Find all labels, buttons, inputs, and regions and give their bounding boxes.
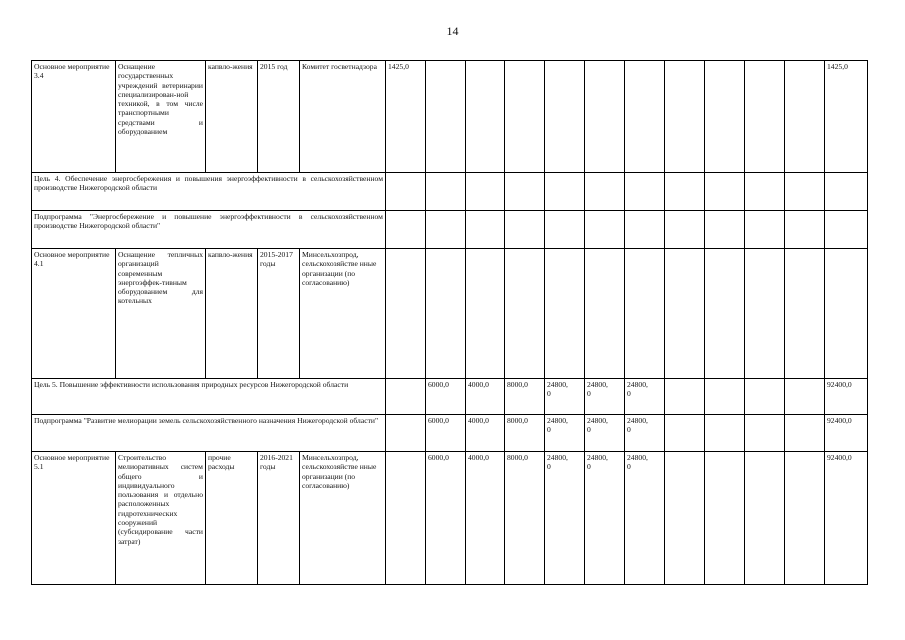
value-cell <box>665 249 705 379</box>
executor: Минсельхозпрод, сельскохозяйстве нные организации (по согласованию) <box>300 452 386 585</box>
goal-text: Цель 5. Повышение эффективности использования природных ресурсов Нижегородской области <box>32 379 386 415</box>
value-cell <box>386 211 426 249</box>
value-cell <box>785 452 825 585</box>
value-cell <box>705 211 745 249</box>
value-cell <box>585 61 625 173</box>
value-cell <box>705 249 745 379</box>
value-cell <box>705 452 745 585</box>
value-cell <box>785 249 825 379</box>
value-cell: 24800, 0 <box>585 379 625 415</box>
value-cell <box>665 211 705 249</box>
page-number: 14 <box>446 24 459 38</box>
row-measure-4-1 <box>32 249 868 379</box>
measure-description: Оснащение государственных учреждений ветеринарии специализирован-ной техникой, в том числе транспортными средствами и оборудованием <box>116 61 206 173</box>
value-cell <box>386 379 426 415</box>
value-cell: 92400,0 <box>825 452 868 585</box>
value-cell <box>825 211 868 249</box>
measure-name: Основное мероприятие 3.4 <box>32 61 116 173</box>
value-cell <box>745 173 785 211</box>
value-cell <box>665 61 705 173</box>
goal-text: Цель 4. Обеспечение энергосбережения и повышения энергоэффективности в сельскохозяйственном производстве Нижегородской области <box>32 173 386 211</box>
measure-name: Основное мероприятие 4.1 <box>32 249 116 379</box>
row-goal-4 <box>32 173 868 211</box>
value-cell <box>785 211 825 249</box>
value-cell <box>785 173 825 211</box>
value-cell: 1425,0 <box>386 61 426 173</box>
value-cell: 24800, 0 <box>625 379 665 415</box>
value-cell <box>426 61 466 173</box>
value-cell: 8000,0 <box>505 452 545 585</box>
value-cell: 1425,0 <box>825 61 868 173</box>
value-cell <box>505 249 545 379</box>
cost-type: прочие расходы <box>206 452 258 585</box>
cost-type: капвло-жения <box>206 249 258 379</box>
value-cell <box>745 379 785 415</box>
value-cell <box>665 415 705 452</box>
value-cell <box>705 415 745 452</box>
value-cell: 24800, 0 <box>585 452 625 585</box>
value-cell <box>466 173 505 211</box>
measure-description: Оснащение тепличных организаций современным энергоэффек-тивным оборудованием для котельных <box>116 249 206 379</box>
value-cell <box>745 415 785 452</box>
program-table <box>31 60 868 585</box>
value-cell <box>426 211 466 249</box>
value-cell <box>705 61 745 173</box>
value-cell <box>785 61 825 173</box>
value-cell: 92400,0 <box>825 379 868 415</box>
row-measure-5-1 <box>32 452 868 585</box>
value-cell <box>745 452 785 585</box>
period: 2016-2021 годы <box>258 452 300 585</box>
value-cell <box>386 452 426 585</box>
period: 2015-2017 годы <box>258 249 300 379</box>
value-cell: 8000,0 <box>505 379 545 415</box>
value-cell <box>505 61 545 173</box>
value-cell <box>585 249 625 379</box>
value-cell <box>386 173 426 211</box>
value-cell <box>466 61 505 173</box>
value-cell <box>705 379 745 415</box>
value-cell: 92400,0 <box>825 415 868 452</box>
value-cell: 24800, 0 <box>585 415 625 452</box>
value-cell: 24800, 0 <box>625 415 665 452</box>
value-cell: 6000,0 <box>426 415 466 452</box>
value-cell <box>505 173 545 211</box>
value-cell: 24800, 0 <box>625 452 665 585</box>
value-cell <box>625 249 665 379</box>
cost-type: капвло-жения <box>206 61 258 173</box>
value-cell <box>386 415 426 452</box>
value-cell: 24800, 0 <box>545 379 585 415</box>
row-measure-3-4 <box>32 61 868 173</box>
value-cell <box>785 379 825 415</box>
measure-description: Строительство мелиоративных систем общего и индивидуального пользования и отдельно расположенных гидротехнических сооружений (субсидирование части затрат) <box>116 452 206 585</box>
value-cell <box>545 211 585 249</box>
value-cell <box>545 173 585 211</box>
value-cell <box>625 211 665 249</box>
value-cell <box>825 249 868 379</box>
value-cell: 24800, 0 <box>545 452 585 585</box>
value-cell <box>665 379 705 415</box>
subprogram-text: Подпрограмма "Энергосбережение и повышение энергоэффективности в сельскохозяйственном производстве Нижегородской области" <box>32 211 386 249</box>
period: 2015 год <box>258 61 300 173</box>
value-cell <box>745 211 785 249</box>
value-cell <box>585 173 625 211</box>
value-cell <box>705 173 745 211</box>
measure-name: Основное мероприятие 5.1 <box>32 452 116 585</box>
value-cell: 4000,0 <box>466 415 505 452</box>
value-cell: 4000,0 <box>466 452 505 585</box>
row-goal-5 <box>32 379 868 415</box>
value-cell <box>466 211 505 249</box>
value-cell <box>545 249 585 379</box>
subprogram-text: Подпрограмма "Развитие мелиорации земель сельскохозяйственного назначения Нижегородской области" <box>32 415 386 452</box>
value-cell <box>466 249 505 379</box>
value-cell <box>386 249 426 379</box>
value-cell <box>625 173 665 211</box>
row-subprogram-5 <box>32 415 868 452</box>
value-cell <box>585 211 625 249</box>
value-cell <box>665 452 705 585</box>
value-cell: 24800, 0 <box>545 415 585 452</box>
value-cell <box>825 173 868 211</box>
value-cell: 4000,0 <box>466 379 505 415</box>
value-cell <box>545 61 585 173</box>
executor: Комитет госветнадзора <box>300 61 386 173</box>
value-cell: 6000,0 <box>426 452 466 585</box>
value-cell <box>625 61 665 173</box>
value-cell <box>505 211 545 249</box>
value-cell: 6000,0 <box>426 379 466 415</box>
value-cell: 8000,0 <box>505 415 545 452</box>
value-cell <box>426 249 466 379</box>
value-cell <box>665 173 705 211</box>
value-cell <box>745 61 785 173</box>
value-cell <box>745 249 785 379</box>
value-cell <box>426 173 466 211</box>
value-cell <box>785 415 825 452</box>
row-subprogram-4 <box>32 211 868 249</box>
executor: Минсельхозпрод, сельскохозяйстве нные организации (по согласованию) <box>300 249 386 379</box>
